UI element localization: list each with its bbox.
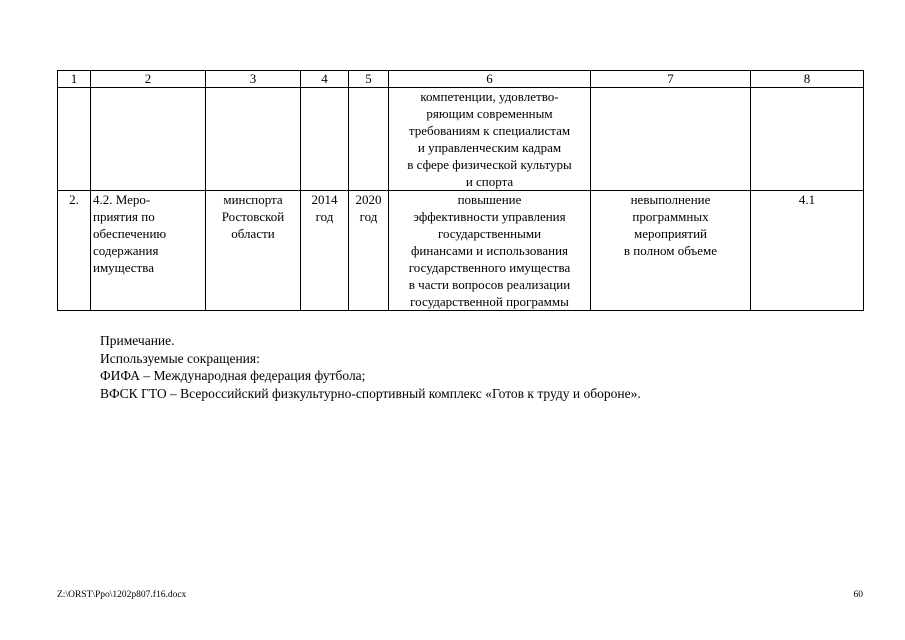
header-cell-3: 3 [206,71,301,88]
header-cell-6: 6 [389,71,591,88]
row1-col8 [751,88,864,191]
footer-page-number: 60 [853,590,863,600]
text-line: мероприятий [634,226,707,241]
note-abbreviations-heading: Используемые сокращения: [100,350,260,366]
row1-col6-result [389,88,591,191]
text-line: эффективности управления [413,209,566,224]
text-line: минспорта [223,192,283,207]
text-line: области [231,226,275,241]
text-line: год [315,209,334,224]
row2-consequences [591,191,751,311]
table-row [58,88,864,191]
text-line: обеспечению [93,226,167,241]
text-line: в полном объеме [623,243,718,258]
note-abbreviation-gto: ВФСК ГТО – Всероссийский физкультурно-спортивный комплекс «Готов к труду и обороне». [100,385,641,401]
text-line: Ростовской [221,209,285,224]
text-line: имущества [93,260,154,275]
row2-link: 4.1 [751,191,864,311]
header-cell-2: 2 [91,71,206,88]
table-row [58,191,864,311]
row1-col2 [91,88,206,191]
text-line: повышение [457,192,522,207]
row2-activity [91,191,206,311]
row2-number: 2. [58,191,91,311]
text-line: и управленческим кадрам [417,140,562,155]
row1-col1 [58,88,91,191]
text-line: в части вопросов реализации [408,277,571,292]
header-cell-8: 8 [751,71,864,88]
row1-col7 [591,88,751,191]
row1-col3 [206,88,301,191]
row1-col5 [349,88,389,191]
text-line: 4.2. Меро- [93,192,151,207]
text-line: государственными [437,226,542,241]
header-cell-5: 5 [349,71,389,88]
note-abbreviation-fifa: ФИФА – Международная федерация футбола; [100,368,366,383]
note-title: Примечание. [100,333,175,348]
text-line: государственного имущества [408,260,571,275]
row2-end-year [349,191,389,311]
text-line: требованиям к специалистам [408,123,571,138]
text-line: 2020 [355,192,382,207]
text-line: приятия по [93,209,155,224]
text-line: компетенции, удовлетво- [420,89,559,104]
header-cell-7: 7 [591,71,751,88]
notes-section [100,332,641,402]
program-table [57,70,864,311]
row2-result [389,191,591,311]
text-line: государственной программы [410,294,569,309]
text-line: финансами и использования [410,243,569,258]
table-header-row [58,71,864,88]
text-line: программных [632,209,709,224]
text-line: невыполнение [630,192,711,207]
text-line: и спорта [465,174,514,189]
row2-executor [206,191,301,311]
footer-file-path: Z:\ORST\Ppo\1202p807.f16.docx [57,590,187,600]
text-line: ряющим современным [426,106,553,121]
header-cell-4: 4 [301,71,349,88]
row1-col4 [301,88,349,191]
text-line: в сфере физической культуры [407,157,572,172]
header-cell-1: 1 [58,71,91,88]
text-line: год [359,209,378,224]
text-line: содержания [93,243,159,258]
text-line: 2014 [311,192,338,207]
row2-start-year [301,191,349,311]
